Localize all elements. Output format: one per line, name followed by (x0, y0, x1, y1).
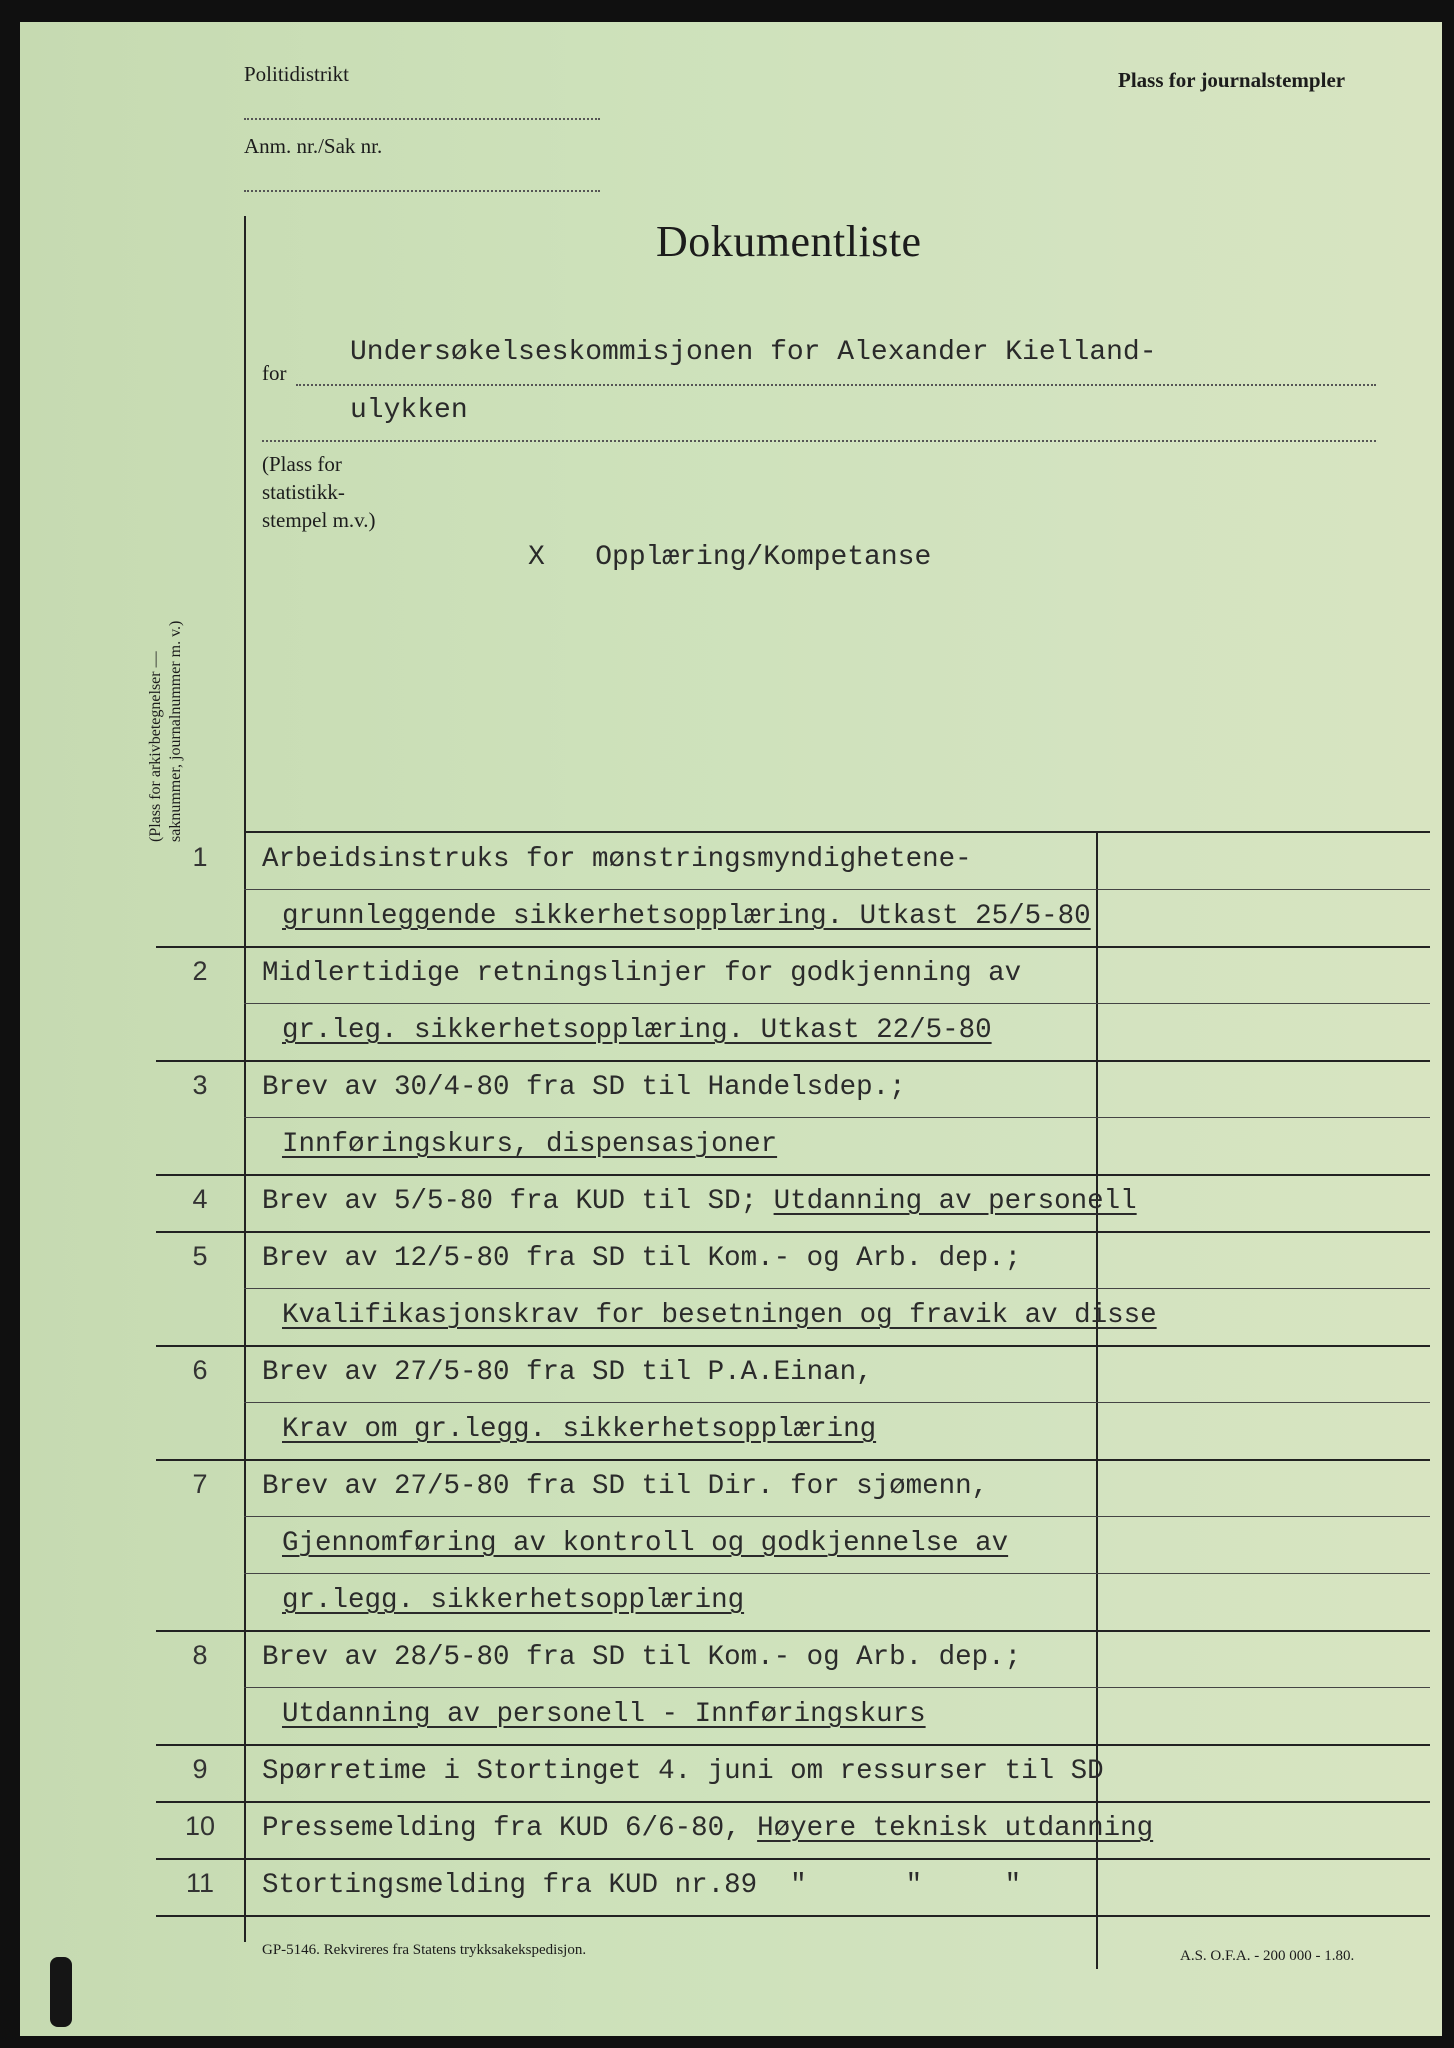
row-rule (156, 1345, 1430, 1347)
document-page (20, 22, 1442, 2036)
row-rule (156, 1231, 1430, 1233)
row-text-underlined: Høyere teknisk utdanning (757, 1813, 1154, 1844)
row-text-line: gr.leg. sikkerhetsopplæring. Utkast 22/5-80 (282, 1015, 992, 1046)
right-column-rule (1096, 831, 1098, 1969)
row-number: 5 (192, 1241, 208, 1271)
row-number: 3 (192, 1070, 208, 1100)
row-rule (156, 1174, 1430, 1176)
row-text-line: Brev av 12/5-80 fra SD til Kom.- og Arb. dep.; (262, 1243, 1022, 1274)
row-text-line: Spørretime i Stortinget 4. juni om ressurser til SD (262, 1756, 1104, 1787)
scan-smudge (50, 1957, 72, 2027)
row-text-line: Brev av 27/5-80 fra SD til P.A.Einan, (262, 1357, 873, 1388)
statistics-stamp-label-2: statistikk- (262, 480, 345, 504)
row-rule (244, 1687, 1430, 1688)
archive-side-label-line-1: (Plass for arkivbetegnelser — (147, 651, 164, 842)
row-text-line: grunnleggende sikkerhetsopplæring. Utkast 25/5-80 (282, 901, 1091, 932)
for-field-line-1 (296, 384, 1376, 386)
for-field-line-2 (262, 440, 1376, 442)
row-number: 7 (192, 1469, 208, 1499)
row-text-line: Krav om gr.legg. sikkerhetsopplæring (282, 1414, 877, 1445)
row-text-line: Brev av 30/4-80 fra SD til Handelsdep.; (262, 1072, 906, 1103)
row-number: 9 (192, 1754, 208, 1784)
archive-side-label (146, 621, 186, 842)
case-number-label: Anm. nr./Sak nr. (244, 134, 383, 158)
row-number: 4 (192, 1184, 208, 1214)
row-rule (156, 946, 1430, 948)
for-label: for (262, 361, 287, 385)
row-rule (244, 1516, 1430, 1517)
row-number: 11 (185, 1868, 215, 1898)
row-rule (156, 1459, 1430, 1461)
row-text-line: gr.legg. sikkerhetsopplæring (282, 1585, 745, 1616)
row-text-underlined: Utdanning av personell (773, 1186, 1137, 1217)
row-text-line: Gjennomføring av kontroll og godkjennelse av (282, 1528, 1009, 1559)
row-number: 10 (184, 1811, 216, 1841)
row-number: 8 (192, 1640, 208, 1670)
row-number: 2 (192, 956, 208, 986)
archive-side-label-line-2: saknummer, journalnummer m. v.) (167, 620, 184, 842)
row-rule (156, 1744, 1430, 1746)
district-label: Politidistrikt (244, 62, 350, 86)
row-text-part: Pressemelding fra KUD 6/6-80, (262, 1813, 758, 1844)
row-text-part: Brev av 5/5-80 fra KUD til SD; (262, 1186, 774, 1217)
footer-left-text: GP-5146. Rekvireres fra Statens trykksakekspedisjon. (262, 1942, 587, 1958)
row-rule (244, 1402, 1430, 1403)
row-rule (244, 1117, 1430, 1118)
journal-stamp-label: Plass for journalstempler (1118, 68, 1346, 92)
table-top-rule (244, 831, 1430, 833)
row-text-line: Stortingsmelding fra KUD nr.89 " " " (262, 1870, 1022, 1901)
row-rule (156, 1858, 1430, 1860)
case-number-field (244, 190, 600, 192)
row-text-line: Kvalifikasjonskrav for besetningen og fravik av disse (282, 1300, 1157, 1331)
row-rule (156, 1801, 1430, 1803)
left-column-rule (244, 216, 246, 1942)
for-text-line-1: Undersøkelseskommisjonen for Alexander Kielland- (350, 337, 1157, 368)
footer-right-text: A.S. O.F.A. - 200 000 - 1.80. (1180, 1948, 1355, 1964)
row-text-line: Arbeidsinstruks for mønstringsmyndighetene- (262, 844, 972, 875)
statistics-stamp-label-1: (Plass for (262, 452, 342, 476)
row-text-line: Innføringskurs, dispensasjoner (282, 1129, 778, 1160)
district-field (244, 118, 600, 120)
row-rule (244, 1573, 1430, 1574)
row-text-line: Utdanning av personell - Innføringskurs (282, 1699, 926, 1730)
row-number: 6 (192, 1355, 208, 1385)
page-title: Dokumentliste (656, 217, 922, 266)
row-number: 1 (192, 842, 208, 872)
row-rule (244, 1288, 1430, 1289)
row-rule (156, 1630, 1430, 1632)
row-text-line (262, 1186, 1137, 1217)
row-rule (156, 1915, 1430, 1917)
category-label: X Opplæring/Kompetanse (528, 542, 932, 573)
row-rule (244, 889, 1430, 890)
row-text-line: Midlertidige retningslinjer for godkjenning av (262, 958, 1022, 989)
for-text-line-2: ulykken (350, 395, 468, 426)
row-text-line: Brev av 27/5-80 fra SD til Dir. for sjømenn, (262, 1471, 989, 1502)
row-text-line: Brev av 28/5-80 fra SD til Kom.- og Arb. dep.; (262, 1642, 1022, 1673)
row-rule (156, 1060, 1430, 1062)
row-rule (244, 1003, 1430, 1004)
statistics-stamp-label-3: stempel m.v.) (262, 508, 376, 532)
row-text-line (262, 1813, 1153, 1844)
